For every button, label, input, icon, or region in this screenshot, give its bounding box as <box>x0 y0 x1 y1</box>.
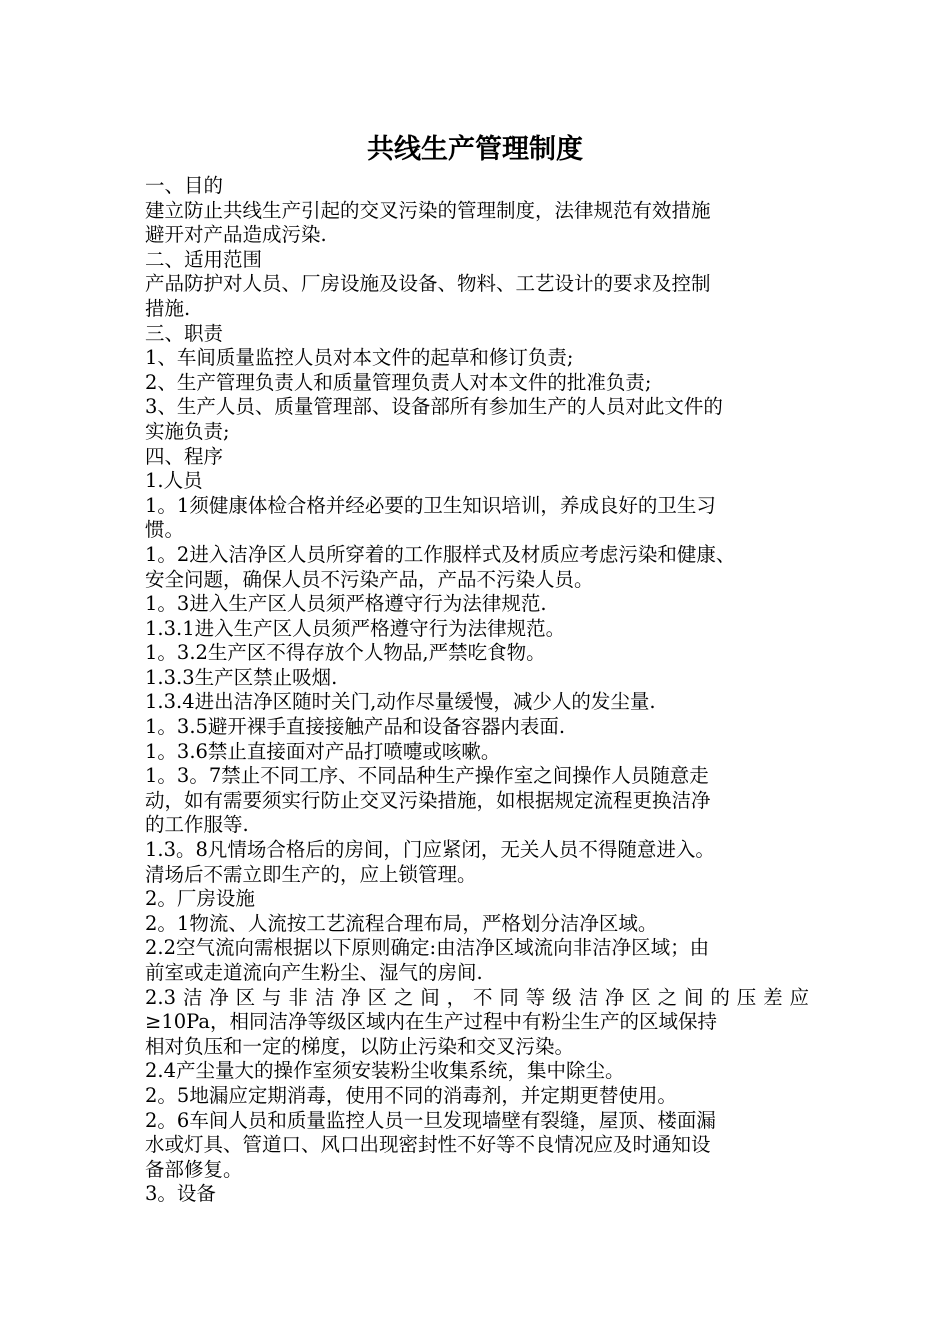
paragraph-line: 动，如有需要须实行防止交叉污染措施，如根据规定流程更换洁净 <box>145 788 711 812</box>
paragraph-line: 1。1须健康体检合格并经必要的卫生知识培训，养成良好的卫生习 <box>145 493 716 517</box>
paragraph-line: 3、生产人员、质量管理部、设备部所有参加生产的人员对此文件的 <box>145 395 723 419</box>
paragraph-line: 前室或走道流向产生粉尘、湿气的房间. <box>145 961 483 984</box>
paragraph-line: 建立防止共线生产引起的交叉污染的管理制度，法律规范有效措施 <box>145 198 711 222</box>
paragraph-line: 1。2进入洁净区人员所穿着的工作服样式及材质应考虑污染和健康、 <box>145 542 736 566</box>
paragraph-line: 备部修复。 <box>145 1157 243 1181</box>
subsection-heading-personnel: 1.人员 <box>145 469 203 493</box>
subsection-heading-equipment: 3。设备 <box>145 1182 216 1206</box>
paragraph-line: 避开对产品造成污染. <box>145 223 327 247</box>
paragraph-line: 水或灯具、管道口、风口出现密封性不好等不良情况应及时通知设 <box>145 1133 711 1157</box>
paragraph-line: 1、车间质量监控人员对本文件的起草和修订负责; <box>145 346 574 370</box>
paragraph-line: 2。1物流、人流按工艺流程合理布局，严格划分洁净区域。 <box>145 911 658 935</box>
paragraph-line: 2、生产管理负责人和质量管理负责人对本文件的批准负责; <box>145 370 652 394</box>
paragraph-line: 2。5地漏应定期消毒，使用不同的消毒剂，并定期更替使用。 <box>145 1083 677 1107</box>
subsection-heading-facilities: 2。厂房设施 <box>145 887 255 911</box>
paragraph-line: 1。3.6禁止直接面对产品打喷嚏或咳嗽。 <box>145 739 501 763</box>
section-heading-purpose: 一、目的 <box>145 174 224 197</box>
paragraph-line: 措施. <box>145 296 191 320</box>
paragraph-line: 实施负责; <box>145 419 230 443</box>
paragraph-line: 的工作服等. <box>145 813 249 837</box>
paragraph-line: 1.3.4进出洁净区随时关门,动作尽量缓慢，减少人的发尘量. <box>145 690 656 714</box>
paragraph-line: 产品防护对人员、厂房设施及设备、物料、工艺设计的要求及控制 <box>145 272 711 296</box>
section-heading-scope: 二、适用范围 <box>145 247 263 271</box>
paragraph-line: 惯。 <box>145 518 185 542</box>
section-heading-responsibilities: 三、职责 <box>145 321 224 345</box>
paragraph-line: 相对负压和一定的梯度，以防止污染和交叉污染。 <box>145 1034 575 1058</box>
section-heading-procedure: 四、程序 <box>145 444 224 468</box>
paragraph-line: 1。3.5避开裸手直接接触产品和设备容器内表面. <box>145 715 566 739</box>
paragraph-line: 安全问题，确保人员不污染产品，产品不污染人员。 <box>145 567 594 591</box>
document-body <box>145 174 809 1207</box>
paragraph-line: 1.3。8凡情场合格后的房间，门应紧闭，无关人员不得随意进入。 <box>145 838 715 862</box>
paragraph-line: 1.3.3生产区禁止吸烟. <box>145 665 338 689</box>
paragraph-line: 1。3.2生产区不得存放个人物品,严禁吃食物。 <box>145 641 546 665</box>
paragraph-line: 1。3。7禁止不同工序、不同品种生产操作室之间操作人员随意走 <box>145 764 709 788</box>
paragraph-line: 清场后不需立即生产的，应上锁管理。 <box>145 862 477 886</box>
paragraph-line: 1。3进入生产区人员须严格遵守行为法律规范. <box>145 592 547 616</box>
paragraph-line: 2.4产尘量大的操作室须安装粉尘收集系统，集中除尘。 <box>145 1059 625 1083</box>
paragraph-line: 2。6车间人员和质量监控人员一旦发现墙壁有裂缝，屋顶、楼面漏 <box>145 1108 716 1132</box>
document-title: 共线生产管理制度 <box>367 134 583 165</box>
paragraph-line: ≥10Pa，相同洁净等级区域内在生产过程中有粉尘生产的区域保持 <box>145 1010 718 1034</box>
paragraph-line: 1.3.1进入生产区人员须严格遵守行为法律规范。 <box>145 616 566 640</box>
paragraph-line: 2.2空气流向需根据以下原则确定:由洁净区域流向非洁净区域；由 <box>145 936 710 960</box>
paragraph-line: 2.3洁净区与非洁净区之间，不同等级洁净区之间的压差应 <box>145 985 809 1009</box>
